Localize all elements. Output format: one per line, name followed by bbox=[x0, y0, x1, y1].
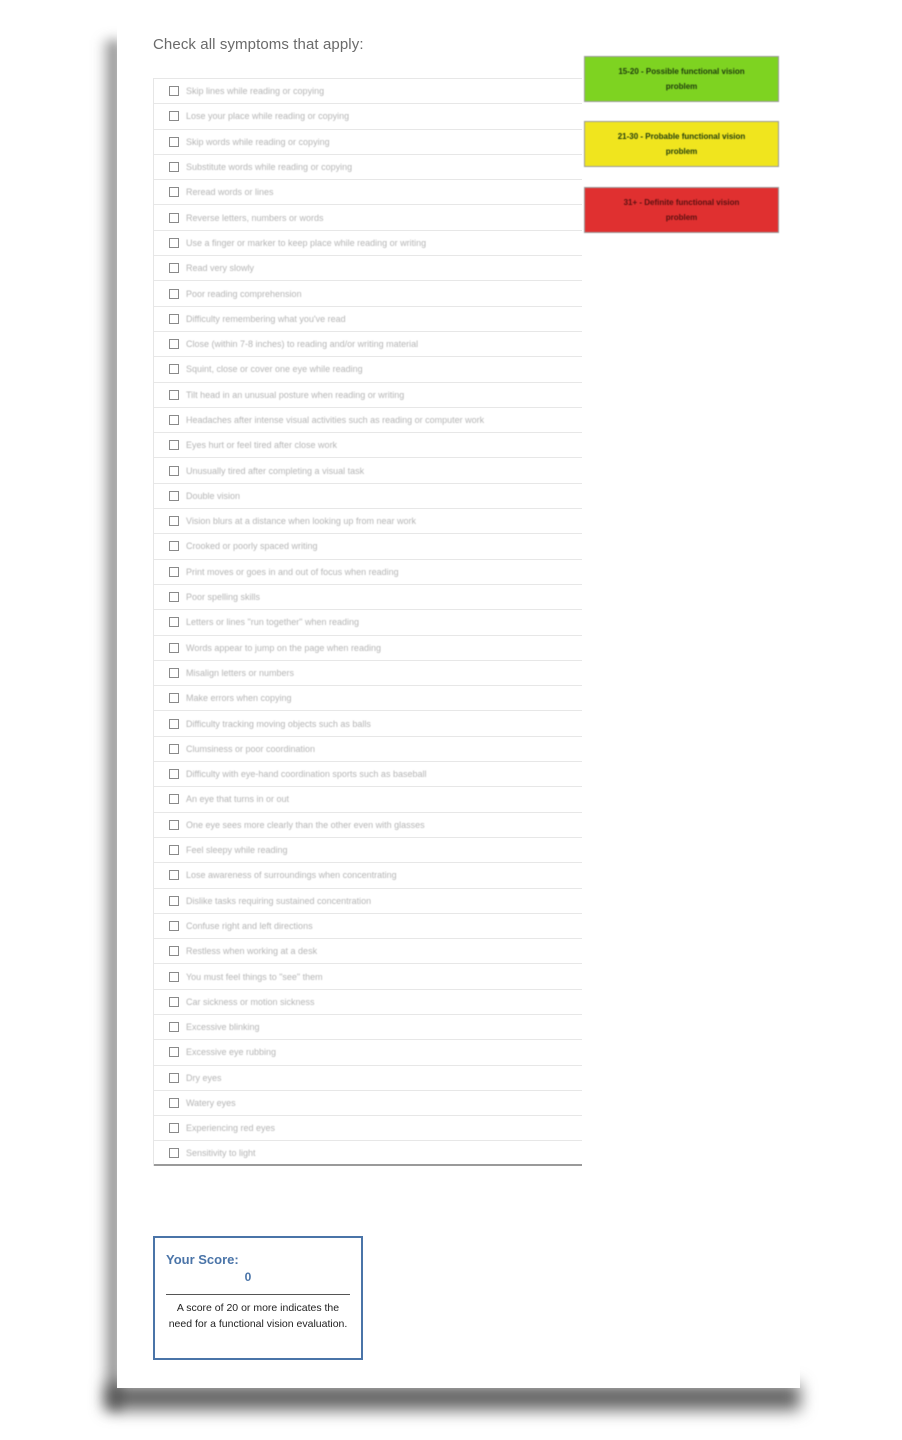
symptom-label: Car sickness or motion sickness bbox=[186, 996, 315, 1007]
symptom-row[interactable] bbox=[154, 888, 582, 913]
symptom-label: Poor reading comprehension bbox=[186, 288, 302, 299]
symptom-row[interactable] bbox=[154, 1140, 582, 1165]
legend-box: 31+ - Definite functional vision problem bbox=[584, 187, 779, 233]
symptom-label: Headaches after intense visual activities such as reading or computer work bbox=[186, 415, 485, 425]
symptom-label: Skip words while reading or copying bbox=[186, 136, 330, 147]
symptom-row[interactable] bbox=[154, 382, 582, 407]
symptom-row[interactable] bbox=[154, 761, 582, 786]
symptom-row[interactable] bbox=[154, 1090, 582, 1115]
symptom-checkbox[interactable] bbox=[169, 415, 179, 425]
symptom-checkbox[interactable] bbox=[169, 668, 179, 678]
symptom-label: An eye that turns in or out bbox=[186, 794, 290, 805]
symptom-label: You must feel things to "see" them bbox=[186, 971, 323, 982]
symptom-row[interactable] bbox=[154, 837, 582, 862]
symptom-label: Difficulty with eye-hand coordination sports such as baseball bbox=[186, 769, 427, 780]
symptom-checkbox[interactable] bbox=[169, 643, 179, 653]
legend-box: 21-30 - Probable functional vision problem bbox=[584, 121, 779, 167]
symptom-label: Poor spelling skills bbox=[186, 592, 261, 603]
symptom-label: Experiencing red eyes bbox=[186, 1123, 276, 1134]
symptom-row[interactable] bbox=[154, 230, 582, 255]
symptom-row[interactable] bbox=[154, 306, 582, 331]
symptom-checkbox[interactable] bbox=[169, 1098, 179, 1108]
symptom-label: Vision blurs at a distance when looking up from near work bbox=[186, 516, 416, 527]
symptom-label: Restless when working at a desk bbox=[186, 946, 318, 957]
symptom-checkbox[interactable] bbox=[169, 1022, 179, 1032]
symptom-row[interactable] bbox=[154, 862, 582, 887]
symptom-label: Skip lines while reading or copying bbox=[186, 86, 325, 97]
symptom-label: Reread words or lines bbox=[186, 187, 274, 198]
symptom-checkbox[interactable] bbox=[169, 719, 179, 729]
symptom-label: Feel sleepy while reading bbox=[186, 845, 288, 856]
symptom-row[interactable] bbox=[154, 812, 582, 837]
symptom-label: Eyes hurt or feel tired after close work bbox=[186, 440, 338, 451]
symptom-row[interactable] bbox=[154, 533, 582, 558]
symptom-row[interactable] bbox=[154, 1065, 582, 1090]
symptom-row[interactable] bbox=[154, 407, 582, 432]
symptom-checkbox[interactable] bbox=[169, 187, 179, 197]
symptom-row[interactable] bbox=[154, 204, 582, 229]
symptom-checkbox[interactable] bbox=[169, 541, 179, 551]
symptom-row[interactable] bbox=[154, 786, 582, 811]
symptom-checkbox[interactable] bbox=[169, 845, 179, 855]
symptom-label: Use a finger or marker to keep place while reading or writing bbox=[186, 237, 427, 248]
symptom-checkbox[interactable] bbox=[169, 1047, 179, 1057]
symptom-row[interactable] bbox=[154, 660, 582, 685]
symptom-checkbox[interactable] bbox=[169, 289, 179, 299]
symptom-checkbox[interactable] bbox=[169, 567, 179, 577]
symptom-checkbox[interactable] bbox=[169, 516, 179, 526]
symptom-label: One eye sees more clearly than the other even with glasses bbox=[186, 819, 425, 830]
symptom-checkbox[interactable] bbox=[169, 339, 179, 349]
symptom-row[interactable] bbox=[154, 179, 582, 204]
symptom-row[interactable] bbox=[154, 154, 582, 179]
legend-box: 15-20 - Possible functional vision problem bbox=[584, 56, 779, 102]
symptom-row[interactable] bbox=[154, 1014, 582, 1039]
symptom-checkbox[interactable] bbox=[169, 896, 179, 906]
symptom-checkbox[interactable] bbox=[169, 390, 179, 400]
symptom-row[interactable] bbox=[154, 280, 582, 305]
symptom-row[interactable] bbox=[154, 559, 582, 584]
symptom-checkbox[interactable] bbox=[169, 491, 179, 501]
symptom-row[interactable] bbox=[154, 129, 582, 154]
symptom-checkbox[interactable] bbox=[169, 314, 179, 324]
symptom-row[interactable] bbox=[154, 938, 582, 963]
symptom-checkbox[interactable] bbox=[169, 263, 179, 273]
symptom-label: Print moves or goes in and out of focus when reading bbox=[186, 566, 399, 577]
symptom-row[interactable] bbox=[154, 1115, 582, 1140]
symptom-checkbox[interactable] bbox=[169, 137, 179, 147]
symptom-checkbox[interactable] bbox=[169, 213, 179, 223]
symptom-checkbox[interactable] bbox=[169, 86, 179, 96]
symptom-label: Read very slowly bbox=[186, 263, 255, 274]
symptom-label: Squint, close or cover one eye while reading bbox=[186, 364, 363, 375]
symptom-checkbox[interactable] bbox=[169, 238, 179, 248]
symptom-row[interactable] bbox=[154, 963, 582, 988]
symptom-checkbox[interactable] bbox=[169, 1123, 179, 1133]
symptom-label: Excessive eye rubbing bbox=[186, 1047, 277, 1058]
symptom-row[interactable] bbox=[154, 331, 582, 356]
symptom-label: Clumsiness or poor coordination bbox=[186, 743, 316, 754]
symptom-row[interactable] bbox=[154, 609, 582, 634]
symptom-checkbox[interactable] bbox=[169, 440, 179, 450]
symptom-row[interactable] bbox=[154, 78, 582, 103]
symptom-row[interactable] bbox=[154, 989, 582, 1014]
symptom-row[interactable] bbox=[154, 584, 582, 609]
symptom-checkbox[interactable] bbox=[169, 364, 179, 374]
symptom-checkbox[interactable] bbox=[169, 820, 179, 830]
symptom-label: Difficulty tracking moving objects such as balls bbox=[186, 718, 371, 729]
symptom-label: Double vision bbox=[186, 490, 241, 501]
symptom-row[interactable] bbox=[154, 255, 582, 280]
symptom-row[interactable] bbox=[154, 635, 582, 660]
symptom-label: Sensitivity to light bbox=[186, 1147, 256, 1158]
symptom-checkbox[interactable] bbox=[169, 466, 179, 476]
symptom-label: Misalign letters or numbers bbox=[186, 667, 295, 678]
symptom-label: Reverse letters, numbers or words bbox=[186, 212, 324, 223]
symptom-label: Excessive blinking bbox=[186, 1022, 260, 1033]
score-value: 0 bbox=[244, 1270, 252, 1284]
symptom-label: Dislike tasks requiring sustained concentration bbox=[186, 895, 372, 906]
symptom-checkbox[interactable] bbox=[169, 997, 179, 1007]
symptom-checkbox[interactable] bbox=[169, 1073, 179, 1083]
score-note: A score of 20 or more indicates the need for a functional vision evaluation. bbox=[168, 1302, 348, 1330]
symptom-checkbox[interactable] bbox=[169, 794, 179, 804]
symptom-row[interactable] bbox=[154, 483, 582, 508]
symptom-checkbox[interactable] bbox=[169, 744, 179, 754]
score-title: Your Score: bbox=[166, 1252, 239, 1267]
symptom-row[interactable] bbox=[154, 736, 582, 761]
symptom-label: Words appear to jump on the page when reading bbox=[186, 642, 381, 653]
symptom-row[interactable] bbox=[154, 1039, 582, 1064]
symptom-row[interactable] bbox=[154, 508, 582, 533]
symptom-label: Difficulty remembering what you've read bbox=[186, 313, 346, 324]
symptom-label: Confuse right and left directions bbox=[186, 920, 313, 931]
symptom-label: Lose your place while reading or copying bbox=[186, 111, 350, 122]
score-divider bbox=[166, 1294, 350, 1295]
symptom-checkbox[interactable] bbox=[169, 111, 179, 121]
checklist-page bbox=[117, 0, 800, 1388]
score-box bbox=[153, 1236, 363, 1360]
symptom-label: Crooked or poorly spaced writing bbox=[186, 541, 318, 552]
symptom-checkbox[interactable] bbox=[169, 921, 179, 931]
symptom-label: Close (within 7-8 inches) to reading and/or writing material bbox=[186, 339, 419, 350]
symptom-checkbox[interactable] bbox=[169, 946, 179, 956]
symptom-label: Tilt head in an unusual posture when reading or writing bbox=[186, 389, 405, 400]
symptom-row[interactable] bbox=[154, 685, 582, 710]
symptom-checkbox[interactable] bbox=[169, 870, 179, 880]
symptom-label: Lose awareness of surroundings when concentrating bbox=[186, 870, 397, 881]
symptom-list bbox=[153, 78, 582, 1166]
symptom-row[interactable] bbox=[154, 432, 582, 457]
symptom-label: Watery eyes bbox=[186, 1098, 236, 1109]
symptom-label: Unusually tired after completing a visual task bbox=[186, 465, 365, 476]
symptom-row[interactable] bbox=[154, 103, 582, 128]
checklist-heading: Check all symptoms that apply: bbox=[153, 36, 364, 53]
symptom-label: Dry eyes bbox=[186, 1072, 222, 1083]
symptom-row[interactable] bbox=[154, 710, 582, 735]
symptom-label: Substitute words while reading or copying bbox=[186, 162, 353, 173]
symptom-checkbox[interactable] bbox=[169, 769, 179, 779]
symptom-row[interactable] bbox=[154, 913, 582, 938]
symptom-checkbox[interactable] bbox=[169, 162, 179, 172]
symptom-row[interactable] bbox=[154, 356, 582, 381]
symptom-checkbox[interactable] bbox=[169, 617, 179, 627]
symptom-label: Make errors when copying bbox=[186, 693, 292, 704]
symptom-checkbox[interactable] bbox=[169, 972, 179, 982]
symptom-checkbox[interactable] bbox=[169, 1148, 179, 1158]
symptom-label: Letters or lines "run together" when reading bbox=[186, 617, 359, 628]
symptom-checkbox[interactable] bbox=[169, 592, 179, 602]
symptom-row[interactable] bbox=[154, 457, 582, 482]
symptom-checkbox[interactable] bbox=[169, 693, 179, 703]
